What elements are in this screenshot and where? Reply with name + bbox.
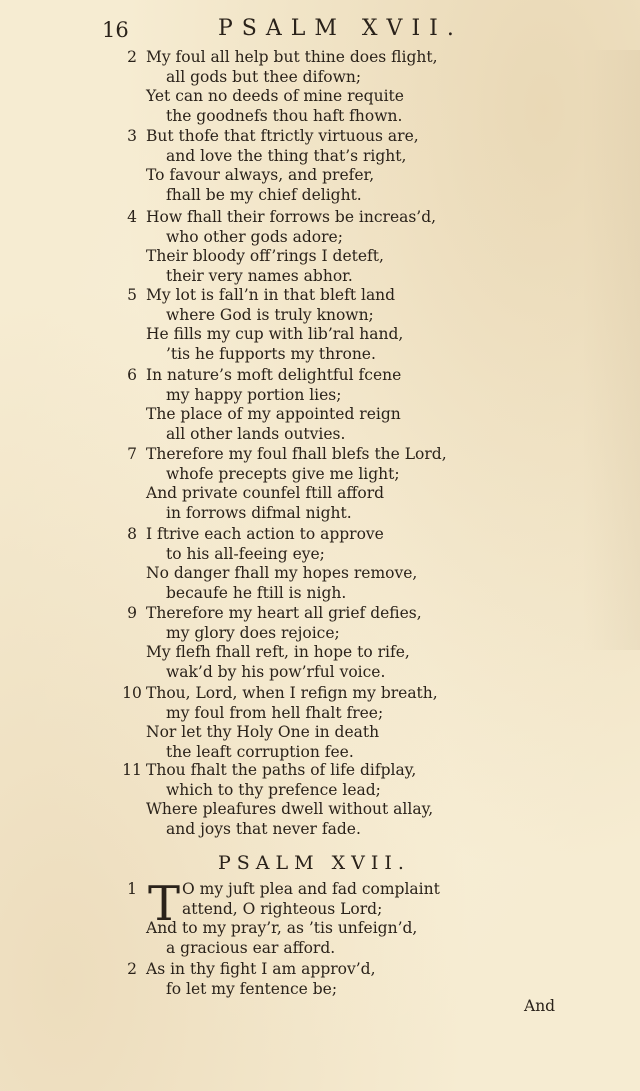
verse-line [0, 584, 640, 604]
verse-line [0, 386, 640, 406]
verse-line [0, 87, 640, 107]
verse-line [0, 743, 640, 763]
verse-text: all gods but thee difown; [166, 67, 362, 86]
verse-text: No danger fhall my hopes remove, [146, 564, 418, 583]
verse-text: Where pleafures dwell without allay, [146, 800, 434, 819]
verse-text: And to my pray’r, as ’tis unfeign’d, [146, 919, 418, 938]
verse-line [0, 880, 640, 900]
verse-text: Yet can no deeds of mine requite [146, 87, 404, 106]
verse-text: Therefore my heart all grief defies, [146, 604, 422, 622]
verse-line [0, 345, 640, 365]
verse-line [0, 939, 640, 959]
verse-line [0, 761, 640, 781]
verse-line [0, 445, 640, 465]
verse-text: the leaft corruption fee. [166, 742, 354, 761]
verse-text: He fills my cup with lib’ral hand, [146, 325, 404, 344]
verse-line [0, 228, 640, 248]
verse-line [0, 286, 640, 306]
verse-line [0, 48, 640, 68]
verse-line [0, 663, 640, 683]
verse-text: O my juft plea and fad complaint [182, 880, 440, 898]
verse-text: my happy portion lies; [166, 385, 342, 404]
verse-line [0, 484, 640, 504]
verse-line [0, 306, 640, 326]
verse-text: to his all-feeing eye; [166, 544, 325, 563]
verse-line [0, 425, 640, 445]
verse-text: Their bloody off’rings I deteft, [146, 247, 384, 266]
verse-line [0, 781, 640, 801]
verse-line [0, 684, 640, 704]
verse-number: 3 [127, 127, 137, 145]
verse-number: 4 [127, 208, 137, 226]
verse-text: The place of my appointed reign [146, 405, 401, 424]
running-head: PSALM XVII. [218, 16, 463, 41]
verse-line [0, 107, 640, 127]
verse-number: 7 [127, 445, 137, 463]
catchword: And [524, 997, 556, 1015]
verse-line [0, 960, 640, 980]
verse-text: But thofe that ftrictly virtuous are, [146, 127, 419, 145]
psalm-heading: PSALM XVII. [218, 852, 410, 874]
verse-text: wak’d by his pow’rful voice. [166, 662, 386, 681]
verse-text: My flefh fhall reft, in hope to rife, [146, 643, 410, 662]
verse-text: my foul from hell fhalt free; [166, 703, 384, 722]
verse-text: the goodnefs thou haft fhown. [166, 106, 403, 125]
verse-text: attend, O righteous Lord; [182, 899, 383, 918]
verse-number: 11 [122, 761, 142, 779]
verse-line [0, 604, 640, 624]
verse-text: in forrows difmal night. [166, 503, 352, 522]
verse-line [0, 723, 640, 743]
verse-text: Therefore my foul fhall blefs the Lord, [146, 445, 447, 463]
drop-cap: T [148, 876, 181, 932]
verse-text: How fhall their forrows be increas’d, [146, 208, 437, 226]
verse-text: their very names abhor. [166, 266, 353, 285]
verse-line [0, 267, 640, 287]
verse-number: 1 [127, 880, 137, 898]
verse-text: where God is truly known; [166, 305, 374, 324]
verse-number: 9 [127, 604, 137, 622]
verse-text: And private counfel ftill afford [146, 484, 385, 503]
verse-line [0, 68, 640, 88]
verse-number: 10 [122, 684, 142, 702]
verse-number: 2 [127, 48, 137, 66]
verse-text: Nor let thy Holy One in death [146, 723, 380, 742]
verse-text: and love the thing that’s right, [166, 146, 407, 165]
verse-text: which to thy prefence lead; [166, 780, 381, 799]
verse-text: and joys that never fade. [166, 819, 361, 838]
verse-line [0, 504, 640, 524]
verse-line [0, 820, 640, 840]
verse-text: who other gods adore; [166, 227, 343, 246]
verse-text: all other lands outvies. [166, 424, 346, 443]
verse-line [0, 525, 640, 545]
verse-text: becaufe he ftill is nigh. [166, 583, 347, 602]
verse-line [0, 624, 640, 644]
verse-line [0, 800, 640, 820]
verse-line [0, 405, 640, 425]
verse-line [0, 545, 640, 565]
verse-text: My foul all help but thine does flight, [146, 48, 438, 66]
verse-text: My lot is fall’n in that bleft land [146, 286, 396, 304]
verse-number: 5 [127, 286, 137, 304]
verse-text: a gracious ear afford. [166, 938, 336, 957]
page-number: 16 [102, 18, 129, 42]
verse-line [0, 127, 640, 147]
verse-text: fo let my fentence be; [166, 979, 338, 998]
verse-line [0, 247, 640, 267]
verse-text: Thou fhalt the paths of life difplay, [146, 761, 417, 779]
verse-text: ’tis he fupports my throne. [166, 344, 376, 363]
verse-text: whofe precepts give me light; [166, 464, 400, 483]
verse-line [0, 186, 640, 206]
verse-text: fhall be my chief delight. [166, 185, 362, 204]
verse-line [0, 166, 640, 186]
verse-text: Thou, Lord, when I refign my breath, [146, 684, 438, 702]
verse-text: my glory does rejoice; [166, 623, 340, 642]
verse-number: 8 [127, 525, 137, 543]
verse-text: In nature’s moft delightful fcene [146, 366, 402, 384]
verse-line [0, 208, 640, 228]
verse-line [0, 325, 640, 345]
verse-number: 6 [127, 366, 137, 384]
verse-text: I ftrive each action to approve [146, 525, 384, 543]
verse-line [0, 900, 640, 920]
verse-line [0, 147, 640, 167]
verse-text: As in thy fight I am approv’d, [146, 960, 376, 978]
verse-line [0, 465, 640, 485]
verse-text: To favour always, and prefer, [146, 166, 375, 185]
verse-line [0, 643, 640, 663]
verse-line [0, 564, 640, 584]
verse-line [0, 704, 640, 724]
verse-line [0, 366, 640, 386]
verse-number: 2 [127, 960, 137, 978]
verse-line [0, 919, 640, 939]
